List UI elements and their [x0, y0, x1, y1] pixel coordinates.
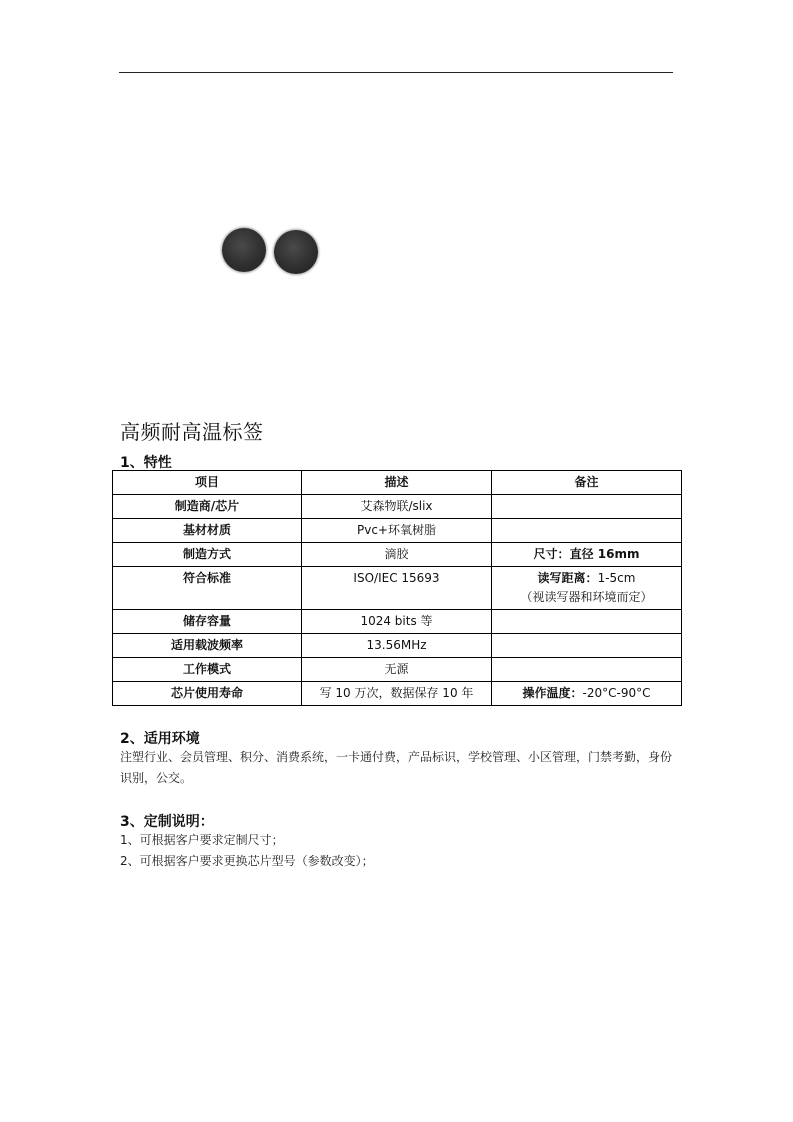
table-row [113, 682, 682, 706]
table-cell-note [492, 682, 682, 706]
table-header-cell: 描述 [302, 471, 492, 495]
table-header-cell: 项目 [113, 471, 302, 495]
note-label: 操作温度： [522, 686, 583, 700]
table-cell-note [492, 610, 682, 634]
table-row [113, 658, 682, 682]
note-value: -20°C-90°C [582, 686, 651, 700]
table-cell-item: 制造方式 [113, 543, 302, 567]
table-header-cell: 备注 [492, 471, 682, 495]
table-cell-note [492, 495, 682, 519]
table-cell-item: 芯片使用寿命 [113, 682, 302, 706]
table-cell-note [492, 519, 682, 543]
customization-item: 1、可根据客户要求定制尺寸； [120, 833, 284, 847]
environment-text: 注塑行业、会员管理、积分、消费系统，一卡通付费，产品标识，学校管理、小区管理，门禁考勤，身份识别，公交。 [120, 750, 673, 785]
section-heading-customization: 3、定制说明： [120, 814, 214, 830]
table-row [113, 543, 682, 567]
header-rule [119, 72, 673, 73]
table-cell-desc: 1024 bits 等 [302, 610, 492, 634]
table-row [113, 495, 682, 519]
table-cell-desc: 写 10 万次，数据保存 10 年 [302, 682, 492, 706]
rfid-tag-disc-image [222, 228, 266, 272]
note-label: 读写距离： [537, 571, 598, 585]
table-cell-desc: Pvc+环氧树脂 [302, 519, 492, 543]
spec-table [112, 470, 682, 706]
table-cell-item: 适用载波频率 [113, 634, 302, 658]
table-cell-item: 储存容量 [113, 610, 302, 634]
note-value: 直径 16mm [569, 547, 640, 561]
table-cell-item: 基材材质 [113, 519, 302, 543]
section-heading-spec: 1、特性 [120, 455, 172, 471]
table-row [113, 634, 682, 658]
table-row [113, 567, 682, 610]
note-label: 尺寸： [533, 547, 570, 561]
table-cell-item: 工作模式 [113, 658, 302, 682]
customization-item: 2、可根据客户要求更换芯片型号（参数改变）； [120, 854, 374, 868]
table-cell-desc: ISO/IEC 15693 [302, 567, 492, 610]
table-cell-note [492, 567, 682, 610]
table-header-row [113, 471, 682, 495]
table-cell-desc: 滴胶 [302, 543, 492, 567]
rfid-tag-disc-image [274, 230, 318, 274]
section-heading-environment: 2、适用环境 [120, 731, 200, 747]
page-title: 高频耐高温标签 [120, 420, 264, 444]
table-cell-desc: 无源 [302, 658, 492, 682]
table-cell-item: 制造商/芯片 [113, 495, 302, 519]
note-value: 1-5cm [597, 571, 636, 585]
table-cell-desc: 艾森物联/slix [302, 495, 492, 519]
table-cell-note [492, 658, 682, 682]
note-extra: （视读写器和环境而定） [520, 590, 653, 604]
table-cell-note [492, 634, 682, 658]
table-row [113, 610, 682, 634]
table-row [113, 519, 682, 543]
table-cell-item: 符合标准 [113, 567, 302, 610]
table-cell-note [492, 543, 682, 567]
table-cell-desc: 13.56MHz [302, 634, 492, 658]
